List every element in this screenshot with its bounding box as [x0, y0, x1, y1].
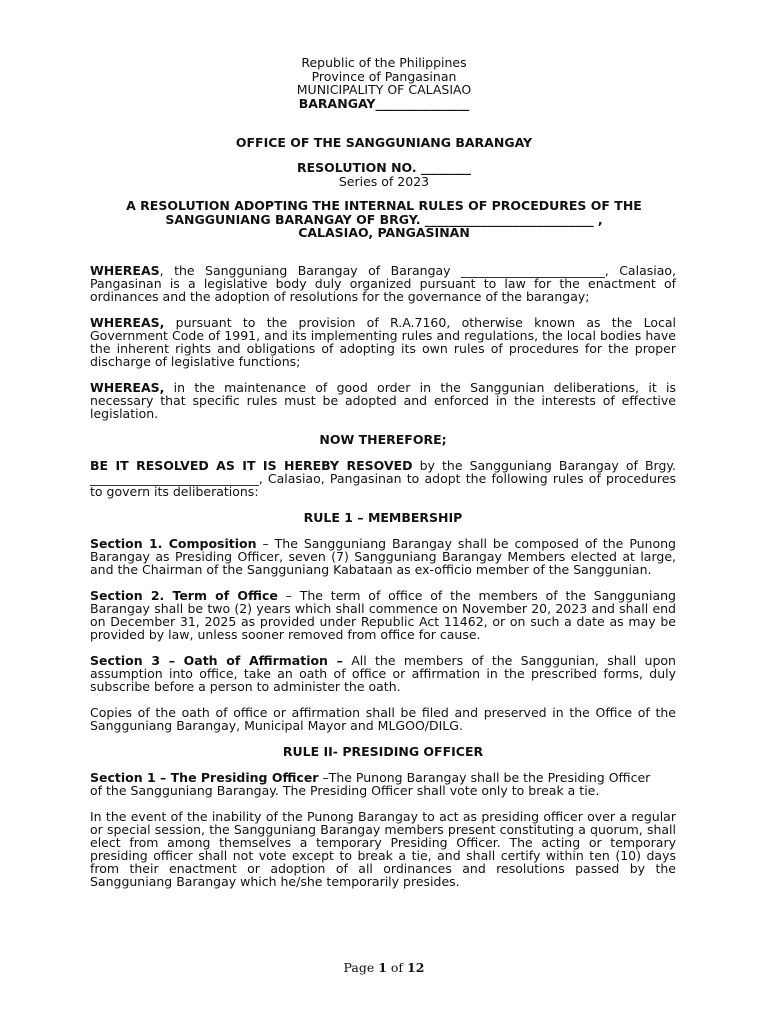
series-year: Series of 2023	[338, 174, 430, 189]
whereas-lead: WHEREAS,	[90, 380, 165, 395]
whereas-lead: WHEREAS,	[90, 315, 165, 330]
resolved-lead: BE IT RESOLVED AS IT IS HEREBY RESOVED	[90, 458, 413, 473]
whereas-text: in the maintenance of good order in the Sanggunian deliberations, it is necessary that specific rules must be adopted and enforced in the interests of effective legislation.	[90, 380, 676, 421]
whereas-paragraph-3	[90, 381, 676, 420]
section-oath	[90, 654, 676, 693]
whereas-lead: WHEREAS	[90, 263, 160, 278]
section-composition	[90, 537, 676, 576]
resolution-number-block	[0, 161, 768, 189]
office-heading: OFFICE OF THE SANGGUNIANG BARANGAY	[235, 135, 533, 150]
title-line-2: SANGGUNIANG BARANGAY OF BRGY. ___________________________ ,	[165, 211, 603, 227]
barangay-line: BARANGAY_______________	[298, 95, 470, 111]
whereas-paragraph-1	[90, 264, 676, 303]
section-text: – The Sangguniang Barangay shall be composed of the Punong Barangay as Presiding Officer, seven (7) Sangguniang Barangay Members elected at large, and the Chairman of the Sangguniang Kabataan as ex-officio member of the Sanggunian.	[90, 536, 676, 577]
title-line-3: CALASIAO, PANGASINAN	[298, 225, 470, 240]
section-text: – The term of office of the members of the Sangguniang Barangay shall be two (2) years which shall commence on November 20, 2023 and shall end on December 31, 2025 as provided under Republic Act 11462, or on such a date as may be provided by law, unless sooner removed from office for cause.	[90, 588, 676, 642]
rule-2-heading: RULE II- PRESIDING OFFICER	[282, 744, 484, 759]
municipality-line: MUNICIPALITY OF CALASIAO	[296, 82, 472, 97]
section-term-of-office	[90, 589, 676, 641]
resolution-title	[90, 199, 678, 240]
now-therefore-heading: NOW THEREFORE;	[319, 432, 447, 447]
page-label: Page	[343, 960, 375, 975]
total-pages: 12	[407, 960, 425, 975]
section-text: All the members of the Sanggunian, shall upon assumption into office, take an oath of office or affirmation in the prescribed forms, duly subscribe before a person to administer the oath.	[90, 653, 676, 694]
section-text: –The Punong Barangay shall be the Presiding Officer	[318, 770, 651, 785]
inability-paragraph: In the event of the inability of the Punong Barangay to act as presiding officer over a regular or special session, the Sangguniang Barangay members present constituting a quorum, shall elect from among themselves a temporary Presiding Officer. The acting or temporary presiding officer shall not vote except to break a tie, and shall certify within ten (10) days from their enactment or adoption of all ordinances and resolutions passed by the Sangguniang Barangay which he/she temporarily presides.	[90, 809, 676, 889]
current-page: 1	[378, 960, 387, 975]
rule-1-heading: RULE 1 – MEMBERSHIP	[303, 510, 463, 525]
whereas-paragraph-2	[90, 316, 676, 368]
title-line-1: A RESOLUTION ADOPTING THE INTERNAL RULES OF PROCEDURES OF THE	[126, 198, 642, 213]
province-line: Province of Pangasinan	[311, 68, 457, 84]
section-heading: Section 1 – The Presiding Officer	[90, 770, 319, 785]
whereas-text: pursuant to the provision of R.A.7160, otherwise known as the Local Government Code of 1991, and its implementing rules and regulations, the local bodies have the inherent rights and obligations of adopting its own rules of procedures for the proper discharge of legislative functions;	[90, 315, 676, 369]
letterhead	[0, 56, 768, 110]
section-heading: Section 3 – Oath of Affirmation –	[90, 653, 343, 668]
copies-paragraph: Copies of the oath of office or affirmation shall be filed and preserved in the Office of the Sangguniang Barangay, Municipal Mayor and MLGOO/DILG.	[90, 705, 676, 733]
section-text-continued: of the Sangguniang Barangay. The Presiding Officer shall vote only to break a tie.	[90, 783, 600, 798]
document-body	[90, 264, 676, 901]
resolved-text: by the Sangguniang Barangay of Brgy. ___________________________, Calasiao, Pangasinan to adopt the following rules of procedures to govern its deliberations:	[90, 458, 677, 499]
section-heading: Section 2. Term of Office	[90, 588, 278, 603]
republic-line: Republic of the Philippines	[301, 55, 467, 70]
whereas-text: , the Sangguniang Barangay of Barangay _______________________, Calasiao, Pangasinan is a legislative body duly organized pursuant to law for the enactment of ordinances and the adoption of resolutions for the governance of the barangay;	[90, 263, 676, 304]
section-heading: Section 1. Composition	[90, 536, 257, 551]
page-number-footer	[0, 960, 768, 975]
resolution-number: RESOLUTION NO. ________	[297, 160, 471, 175]
of-label: of	[390, 960, 404, 975]
section-presiding-officer	[90, 771, 676, 797]
resolved-paragraph	[90, 459, 676, 498]
